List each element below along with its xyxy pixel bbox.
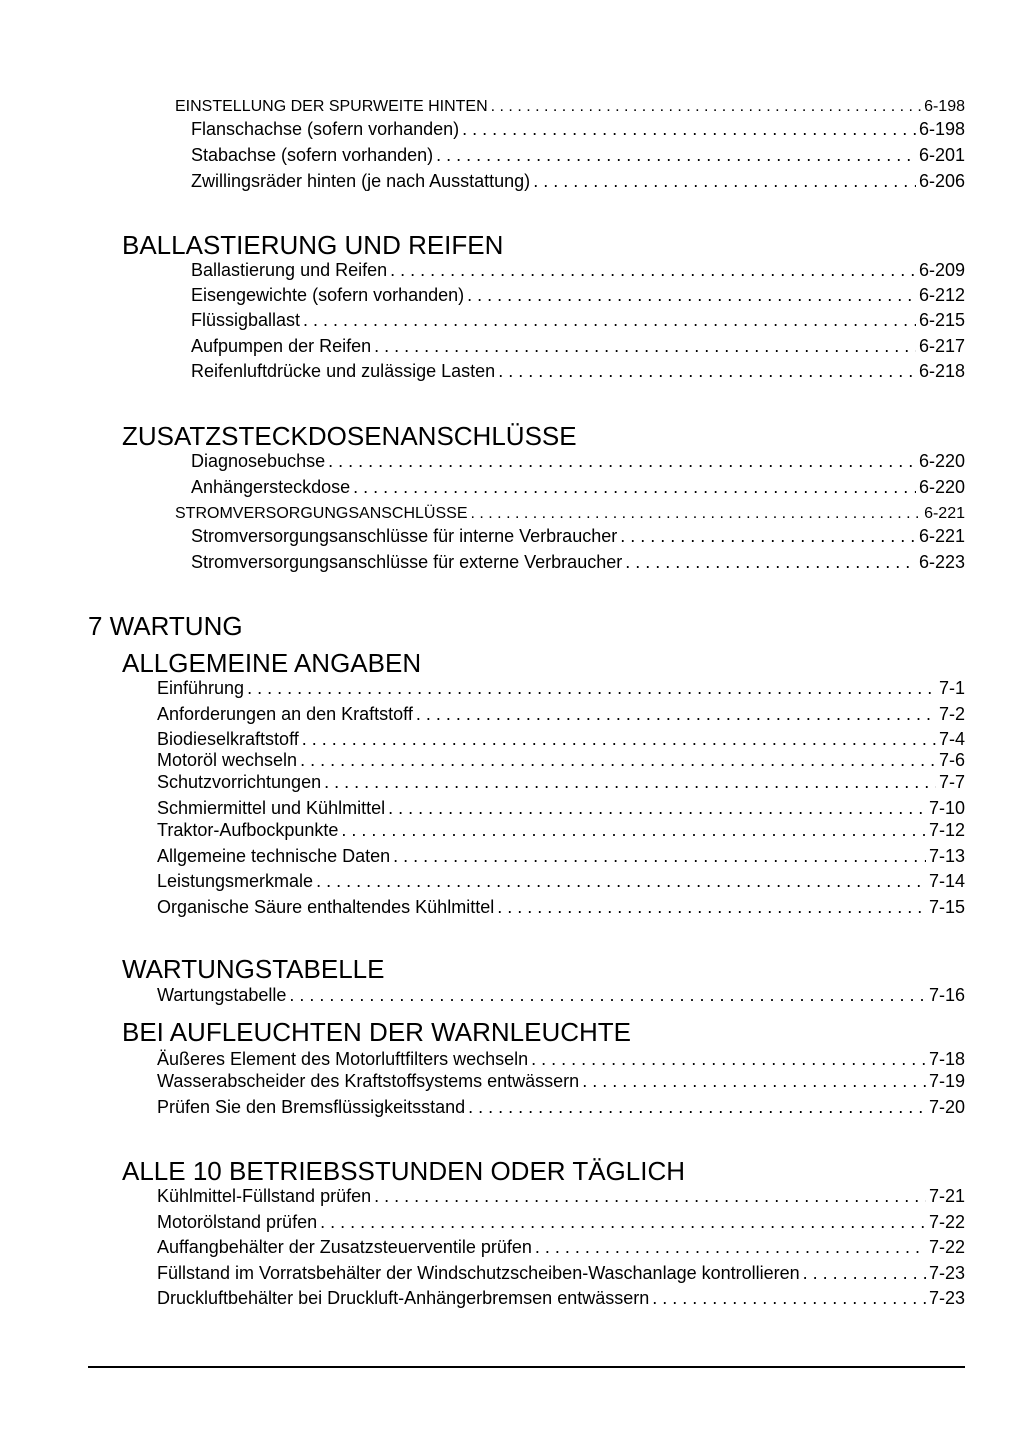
toc-entry-page: 7-22 xyxy=(928,1237,965,1257)
toc-entry[interactable] xyxy=(157,771,965,793)
toc-entry[interactable] xyxy=(157,984,965,1006)
toc-entry[interactable] xyxy=(157,870,965,892)
toc-entry-page: 6-221 xyxy=(924,505,965,522)
toc-entry-label: Flanschachse (sofern vorhanden) xyxy=(191,119,460,139)
toc-entry[interactable] xyxy=(175,96,965,118)
toc-entry-label: Einführung xyxy=(157,678,245,698)
dot-leader xyxy=(471,503,922,525)
toc-entry-page: 6-209 xyxy=(918,260,965,280)
toc-entry-label: Eisengewichte (sofern vorhanden) xyxy=(191,285,465,305)
toc-entry-page: 6-220 xyxy=(918,477,965,497)
toc-entry[interactable] xyxy=(191,450,965,472)
toc-entry-page: 7-18 xyxy=(928,1049,965,1069)
toc-entry-label: STROMVERSORGUNGSANSCHLÜSSE xyxy=(175,505,468,522)
dot-leader xyxy=(316,870,926,892)
toc-entry[interactable] xyxy=(191,335,965,357)
toc-entry-label: Wartungstabelle xyxy=(157,985,287,1005)
toc-entry-page: 7-16 xyxy=(928,985,965,1005)
dot-leader xyxy=(535,1236,926,1258)
toc-entry-label: Stromversorgungsanschlüsse für externe Verbraucher xyxy=(191,552,623,572)
dot-leader xyxy=(341,819,926,841)
toc-entry[interactable] xyxy=(157,797,965,819)
toc-entry[interactable] xyxy=(157,1070,965,1092)
dot-leader xyxy=(416,703,936,725)
toc-entry-page: 6-215 xyxy=(918,310,965,330)
toc-entry[interactable] xyxy=(157,728,965,750)
toc-entry[interactable] xyxy=(175,503,965,525)
toc-entry[interactable] xyxy=(191,118,965,140)
toc-entry-label: Organische Säure enthaltendes Kühlmittel xyxy=(157,897,495,917)
toc-entry-page: 7-21 xyxy=(928,1186,965,1206)
toc-entry-label: Reifenluftdrücke und zulässige Lasten xyxy=(191,361,496,381)
toc-entry[interactable] xyxy=(191,476,965,498)
toc-entry-label: Traktor-Aufbockpunkte xyxy=(157,820,339,840)
toc-entry[interactable] xyxy=(191,525,965,547)
toc-entry[interactable] xyxy=(157,749,965,771)
toc-entry-page: 6-217 xyxy=(918,336,965,356)
dot-leader xyxy=(467,284,916,306)
toc-entry-label: Druckluftbehälter bei Druckluft-Anhängerbremsen entwässern xyxy=(157,1288,650,1308)
dot-leader xyxy=(328,450,916,472)
dot-leader xyxy=(300,749,936,771)
toc-entry-page: 6-198 xyxy=(924,98,965,115)
toc-entry-page: 6-206 xyxy=(918,171,965,191)
toc-entry-label: EINSTELLUNG DER SPURWEITE HINTEN xyxy=(175,98,488,115)
toc-entry[interactable] xyxy=(157,1048,965,1070)
toc-entry-page: 6-218 xyxy=(918,361,965,381)
toc-entry-page: 7-6 xyxy=(938,750,965,770)
toc-entry-page: 7-7 xyxy=(938,772,965,792)
toc-entry-page: 7-10 xyxy=(928,798,965,818)
toc-entry-page: 6-223 xyxy=(918,552,965,572)
toc-entry-label: Zwillingsräder hinten (je nach Ausstattung) xyxy=(191,171,531,191)
section-heading: BALLASTIERUNG UND REIFEN xyxy=(122,230,504,260)
toc-entry-label: Ballastierung und Reifen xyxy=(191,260,388,280)
dot-leader xyxy=(302,728,936,750)
footer-rule xyxy=(88,1366,965,1368)
dot-leader xyxy=(353,476,916,498)
toc-entry-label: Aufpumpen der Reifen xyxy=(191,336,372,356)
dot-leader xyxy=(491,96,921,118)
toc-entry-label: Schmiermittel und Kühlmittel xyxy=(157,798,386,818)
toc-entry-page: 7-12 xyxy=(928,820,965,840)
dot-leader xyxy=(303,309,916,331)
dot-leader xyxy=(582,1070,926,1092)
toc-entry-page: 7-19 xyxy=(928,1071,965,1091)
toc-entry[interactable] xyxy=(191,144,965,166)
toc-entry-label: Prüfen Sie den Bremsflüssigkeitsstand xyxy=(157,1097,466,1117)
toc-entry-label: Wasserabscheider des Kraftstoffsystems entwässern xyxy=(157,1071,580,1091)
toc-entry-label: Allgemeine technische Daten xyxy=(157,846,391,866)
section-heading: ALLGEMEINE ANGABEN xyxy=(122,648,422,678)
dot-leader xyxy=(393,845,926,867)
toc-entry[interactable] xyxy=(157,819,965,841)
toc-entry-label: Motorölstand prüfen xyxy=(157,1212,318,1232)
toc-entry-page: 6-220 xyxy=(918,451,965,471)
toc-entry-page: 6-198 xyxy=(918,119,965,139)
dot-leader xyxy=(388,797,926,819)
toc-entry-label: Schutzvorrichtungen xyxy=(157,772,322,792)
toc-entry-page: 7-2 xyxy=(938,704,965,724)
dot-leader xyxy=(533,170,916,192)
dot-leader xyxy=(531,1048,926,1070)
section-heading: ALLE 10 BETRIEBSSTUNDEN ODER TÄGLICH xyxy=(122,1156,686,1186)
toc-entry[interactable] xyxy=(157,1287,965,1309)
toc-entry-label: Füllstand im Vorratsbehälter der Windschutzscheiben-Waschanlage kontrollieren xyxy=(157,1263,800,1283)
toc-entry[interactable] xyxy=(157,1211,965,1233)
dot-leader xyxy=(652,1287,926,1309)
toc-entry-label: Stromversorgungsanschlüsse für interne Verbraucher xyxy=(191,526,618,546)
toc-entry-page: 6-201 xyxy=(918,145,965,165)
dot-leader xyxy=(374,335,916,357)
dot-leader xyxy=(320,1211,926,1233)
toc-entry-label: Kühlmittel-Füllstand prüfen xyxy=(157,1186,372,1206)
toc-entry[interactable] xyxy=(157,677,965,699)
toc-entry-page: 7-14 xyxy=(928,871,965,891)
toc-entry-page: 7-22 xyxy=(928,1212,965,1232)
toc-entry-label: Anhängersteckdose xyxy=(191,477,351,497)
toc-entry[interactable] xyxy=(157,845,965,867)
toc-entry-label: Leistungsmerkmale xyxy=(157,871,314,891)
toc-entry[interactable] xyxy=(191,259,965,281)
toc-entry[interactable] xyxy=(157,1185,965,1207)
dot-leader xyxy=(436,144,916,166)
toc-entry[interactable] xyxy=(191,551,965,573)
dot-leader xyxy=(497,896,926,918)
toc-entry[interactable] xyxy=(191,360,965,382)
dot-leader xyxy=(324,771,936,793)
toc-entry-label: Auffangbehälter der Zusatzsteuerventile prüfen xyxy=(157,1237,532,1257)
dot-leader xyxy=(247,677,936,699)
toc-entry-label: Biodieselkraftstoff xyxy=(157,729,299,749)
toc-entry-page: 6-221 xyxy=(918,526,965,546)
toc-entry-page: 7-23 xyxy=(928,1288,965,1308)
toc-entry-label: Flüssigballast xyxy=(191,310,301,330)
toc-entry-label: Diagnosebuchse xyxy=(191,451,326,471)
toc-entry[interactable] xyxy=(157,703,965,725)
dot-leader xyxy=(625,551,916,573)
toc-entry-page: 7-20 xyxy=(928,1097,965,1117)
toc-entry-page: 7-4 xyxy=(938,729,965,749)
toc-entry[interactable] xyxy=(191,284,965,306)
toc-entry-page: 6-212 xyxy=(918,285,965,305)
dot-leader xyxy=(462,118,916,140)
toc-entry-label: Stabachse (sofern vorhanden) xyxy=(191,145,434,165)
toc-entry-label: Motoröl wechseln xyxy=(157,750,298,770)
dot-leader xyxy=(289,984,926,1006)
toc-entry-label: Anforderungen an den Kraftstoff xyxy=(157,704,413,724)
dot-leader xyxy=(468,1096,926,1118)
dot-leader xyxy=(390,259,916,281)
dot-leader xyxy=(498,360,916,382)
toc-entry[interactable] xyxy=(191,309,965,331)
toc-entry[interactable] xyxy=(191,170,965,192)
section-heading: BEI AUFLEUCHTEN DER WARNLEUCHTE xyxy=(122,1017,631,1047)
toc-entry[interactable] xyxy=(157,896,965,918)
toc-entry[interactable] xyxy=(157,1262,965,1284)
section-heading: WARTUNGSTABELLE xyxy=(122,954,385,984)
dot-leader xyxy=(803,1262,926,1284)
toc-entry-page: 7-1 xyxy=(938,678,965,698)
dot-leader xyxy=(620,525,916,547)
chapter-heading: 7 WARTUNG xyxy=(88,611,243,641)
section-heading: ZUSATZSTECKDOSENANSCHLÜSSE xyxy=(122,421,577,451)
dot-leader xyxy=(374,1185,926,1207)
toc-entry-label: Äußeres Element des Motorluftfilters wechseln xyxy=(157,1049,529,1069)
toc-entry[interactable] xyxy=(157,1096,965,1118)
toc-entry-page: 7-15 xyxy=(928,897,965,917)
toc-entry[interactable] xyxy=(157,1236,965,1258)
toc-entry-page: 7-13 xyxy=(928,846,965,866)
toc-entry-page: 7-23 xyxy=(928,1263,965,1283)
